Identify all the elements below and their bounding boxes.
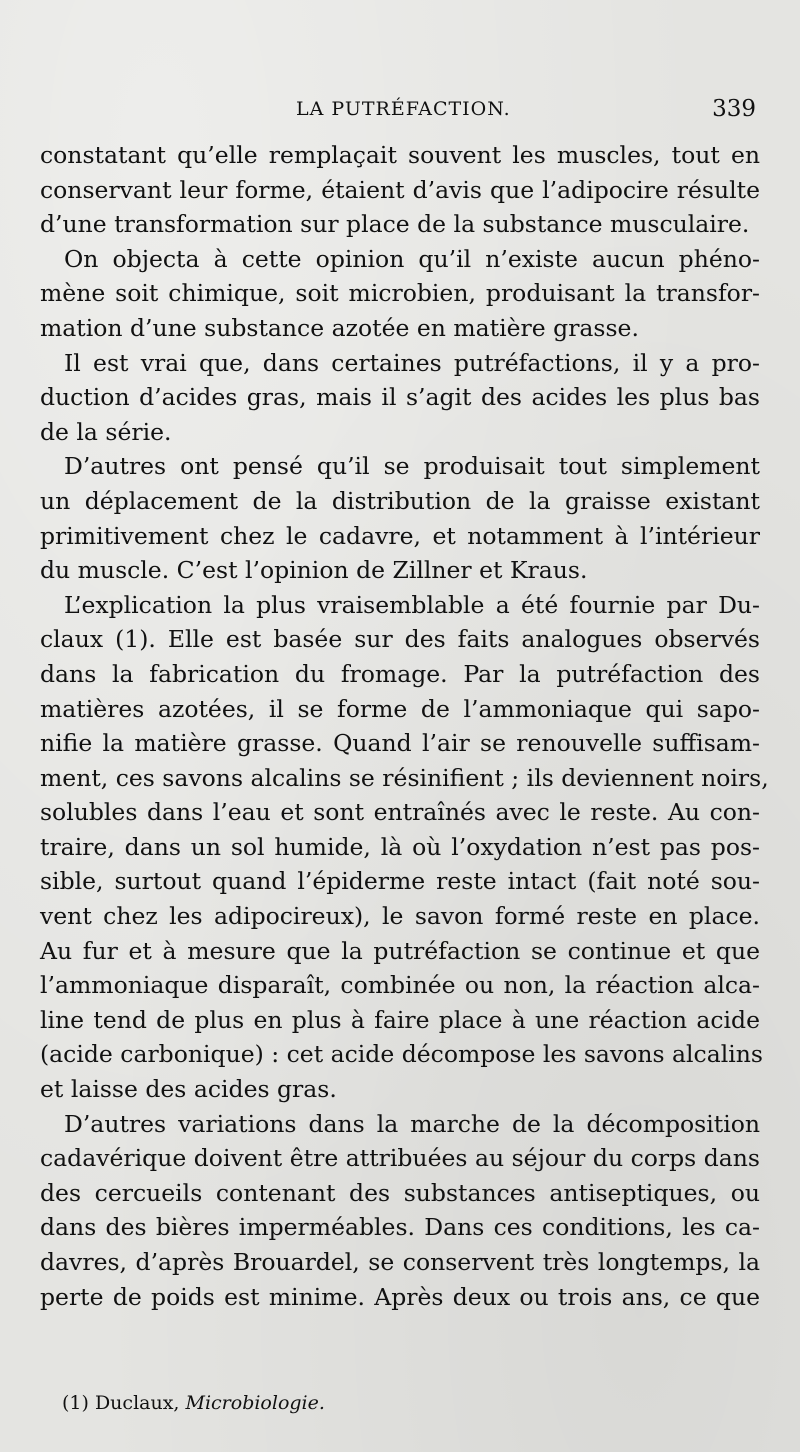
text-line: On objecta à cette opinion qu’il n’existe aucun phéno- xyxy=(64,244,760,273)
text-line: du muscle. C’est l’opinion de Zillner et Kraus. xyxy=(40,556,588,585)
text-line: dans des bières imperméables. Dans ces conditions, les ca- xyxy=(40,1213,760,1242)
text-line: line tend de plus en plus à faire place à une réaction acide xyxy=(40,1005,760,1034)
text-line: perte de poids est minime. Après deux ou trois ans, ce que xyxy=(40,1282,760,1311)
text-line: mène soit chimique, soit microbien, produisant la transfor- xyxy=(40,279,760,308)
text-line: nifie la matière grasse. Quand l’air se renouvelle suffisam- xyxy=(40,729,760,758)
running-head xyxy=(0,98,800,128)
running-title: LA PUTRÉFACTION. xyxy=(296,98,511,120)
text-line: matières azotées, il se forme de l’ammoniaque qui sapo- xyxy=(40,694,760,723)
text-line: dans la fabrication du fromage. Par la putréfaction des xyxy=(40,659,760,688)
text-line: vent chez les adipocireux), le savon formé reste en place. xyxy=(40,902,760,931)
text-line: conservant leur forme, étaient d’avis que l’adipocire résulte xyxy=(40,175,760,204)
text-line: L’explication la plus vraisemblable a été fournie par Du- xyxy=(64,590,760,619)
footnote xyxy=(62,1392,325,1414)
text-line: D’autres variations dans la marche de la décomposition xyxy=(64,1109,760,1138)
text-line: primitivement chez le cadavre, et notamment à l’intérieur xyxy=(40,521,760,550)
text-line: des cercueils contenant des substances antiseptiques, ou xyxy=(40,1178,760,1207)
text-line: sible, surtout quand l’épiderme reste intact (fait noté sou- xyxy=(40,867,760,896)
text-line: constatant qu’elle remplaçait souvent les muscles, tout en xyxy=(40,141,760,169)
text-line: ment, ces savons alcalins se résinifient ; ils deviennent noirs, xyxy=(40,763,769,792)
text-line: mation d’une substance azotée en matière grasse. xyxy=(40,313,639,342)
text-line: de la série. xyxy=(40,417,172,446)
body-text xyxy=(40,138,769,1314)
text-line: cadavérique doivent être attribuées au séjour du corps dans xyxy=(40,1144,760,1173)
text-line: un déplacement de la distribution de la graisse existant xyxy=(40,486,760,515)
text-line: D’autres ont pensé qu’il se produisait tout simplement xyxy=(64,452,760,481)
text-line: claux (1). Elle est basée sur des faits analogues observés xyxy=(40,625,760,654)
text-line: duction d’acides gras, mais il s’agit des acides les plus bas xyxy=(40,383,760,412)
page-number: 339 xyxy=(712,96,756,122)
footnote-marker: (1) Duclaux, xyxy=(62,1392,186,1414)
footnote-title: Microbiologie. xyxy=(185,1392,325,1414)
text-line: Il est vrai que, dans certaines putréfactions, il y a pro- xyxy=(64,348,760,377)
text-line: traire, dans un sol humide, là où l’oxydation n’est pas pos- xyxy=(40,832,760,861)
text-line: Au fur et à mesure que la putréfaction se continue et que xyxy=(40,936,760,965)
text-line: d’une transformation sur place de la substance musculaire. xyxy=(40,210,750,239)
text-line: davres, d’après Brouardel, se conservent très longtemps, la xyxy=(40,1248,760,1276)
text-line: solubles dans l’eau et sont entraînés avec le reste. Au con- xyxy=(40,798,760,827)
text-line: et laisse des acides gras. xyxy=(40,1075,337,1104)
text-line: l’ammoniaque disparaît, combinée ou non, la réaction alca- xyxy=(40,971,760,1000)
text-line: (acide carbonique) : cet acide décompose les savons alcalins xyxy=(40,1040,763,1069)
